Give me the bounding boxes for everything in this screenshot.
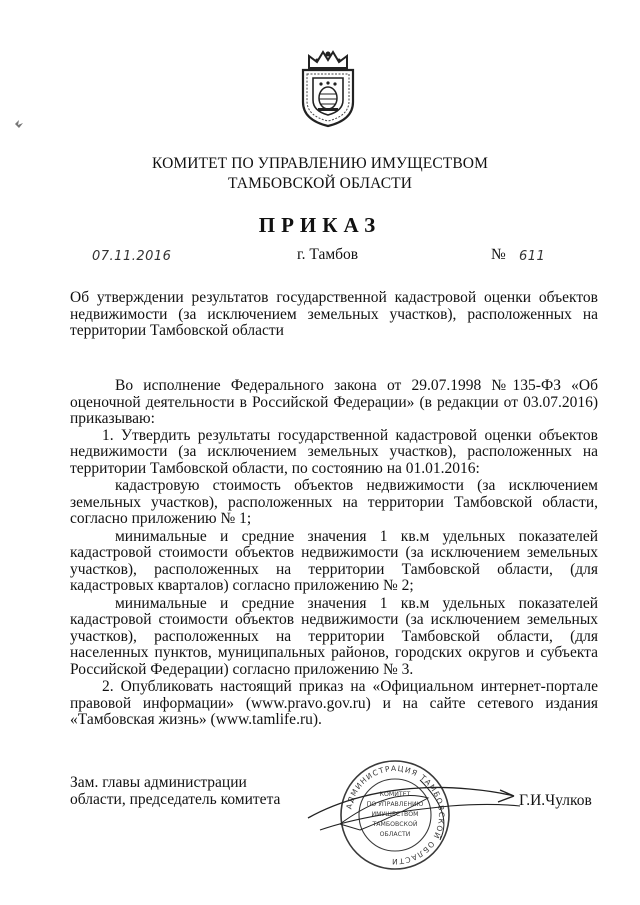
body-paragraph-preamble: Во исполнение Федерального закона от 29.07.1998 №135-ФЗ «Об оценочной деятельности в Российской Федерации» (в редакции от 03.07.2016) приказываю: (70, 377, 598, 427)
body-paragraph-subitem-3: минимальные и средние значения 1 кв.м удельных показателей кадастровой стоимости объектов недвижимости (за исключением земельных участков), расположенных на территории Тамбовской области, (для населенных пунктов, муниципальных районов, городских округов и субъекта Российской Федерации) согласно приложению № 3. (70, 594, 598, 678)
seal-center-line: ИМУЩЕСТВОМ (371, 811, 419, 818)
document-type-title: ПРИКАЗ (258, 213, 382, 237)
document-number-label: № (491, 246, 506, 263)
signer-position-line2: области, председатель комитета (70, 790, 281, 808)
signer-name: Г.И.Чулков (519, 792, 592, 809)
body-paragraph-item-2: 2. Опубликовать настоящий приказ на «Официальном интернет-портале правовой информации» (www.pravo.gov.ru) и на сайте сетевого издания «Тамбовская жизнь» (www.tamlife.ru). (70, 678, 598, 728)
body-paragraph-subitem-1: кадастровую стоимость объектов недвижимости (за исключением земельных участков), расположенных на территории Тамбовской области, согласно приложению № 1; (70, 477, 598, 527)
seal-center-line: ОБЛАСТИ (379, 831, 411, 838)
document-body (70, 378, 598, 729)
seal-center-line: ПО УПРАВЛЕНИЮ (366, 801, 424, 808)
handwritten-signature-icon (300, 760, 530, 850)
organization-name-line1: КОМИТЕТ ПО УПРАВЛЕНИЮ ИМУЩЕСТВОМ (152, 155, 488, 172)
signer-position-line1: Зам. главы администрации (70, 774, 247, 791)
document-city: г. Тамбов (297, 246, 359, 263)
organization-name-line2: ТАМБОВСКОЙ ОБЛАСТИ (228, 175, 412, 192)
body-paragraph-subitem-2: минимальные и средние значения 1 кв.м удельных показателей кадастровой стоимости объектов недвижимости (за исключением земельных участков), расположенных на территории Тамбовской области, (для кадастровых кварталов) согласно приложению № 2; (70, 527, 598, 594)
document-number: 611 (519, 249, 546, 264)
organization-header (0, 154, 640, 194)
body-paragraph-item-1: 1. Утвердить результаты государственной кадастровой оценки объектов недвижимости (за исключением земельных участков), расположенных на территории Тамбовской области, по состоянию на 01.01.2016: (70, 426, 598, 477)
signer-position (70, 775, 330, 808)
document-meta (0, 246, 640, 270)
document-subject: Об утверждении результатов государственной кадастровой оценки объектов недвижимости (за исключением земельных участков), расположенных на территории Тамбовской области (70, 289, 598, 339)
scan-speck (14, 118, 24, 130)
document-date: 07.11.2016 (92, 249, 172, 264)
coat-of-arms-icon (297, 48, 359, 128)
seal-center-line: КОМИТЕТ (379, 791, 411, 798)
seal-center-line: ТАМБОВСКОЙ (372, 821, 418, 828)
seal-ring-text: АДМИНИСТРАЦИЯ ТАМБОВСКОЙ ОБЛАСТИ (344, 763, 447, 867)
